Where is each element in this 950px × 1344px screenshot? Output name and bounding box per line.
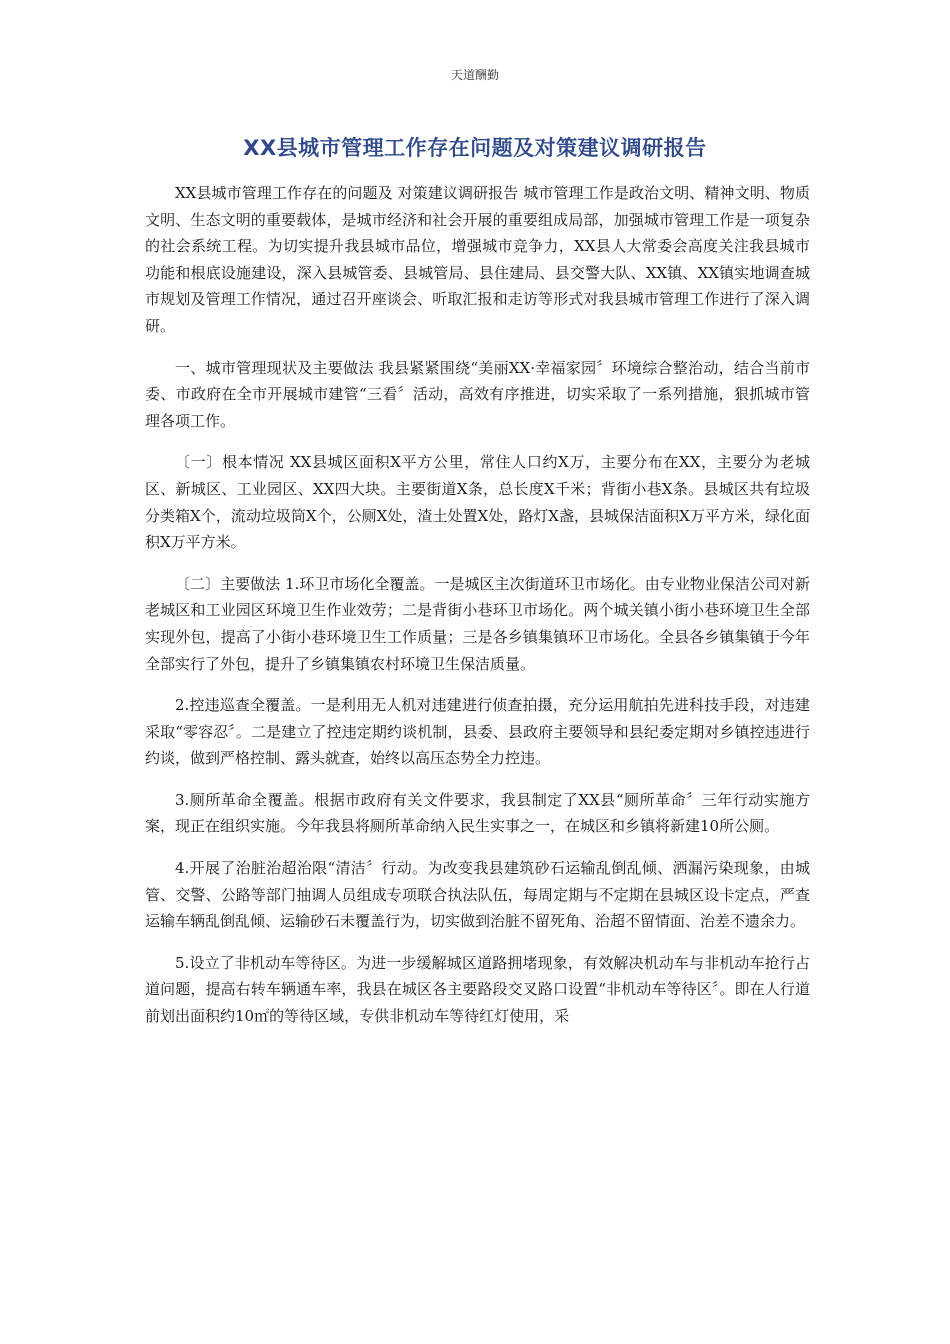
document-body (145, 180, 810, 1045)
paragraph-intro: XX县城市管理工作存在的问题及 对策建议调研报告 城市管理工作是政治文明、精神文明、物质文明、生态文明的重要载体，是城市经济和社会开展的重要组成局部，加强城市管理工作是一项复杂的社会系统工程。为切实提升我县城市品位，增强城市竞争力，XX县人大常委会高度关注我县城市功能和根底设施建设，深入县城管委、县城管局、县住建局、县交警大队、XX镇、XX镇实地调查城市规划及管理工作情况，通过召开座谈会、听取汇报和走访等形式对我县城市管理工作进行了深入调研。 (145, 184, 810, 335)
paragraph-item-5: 5.设立了非机动车等待区。为进一步缓解城区道路拥堵现象，有效解决机动车与非机动车抢行占道问题，提高右转车辆通车率，我县在城区各主要路段交叉路口设置“非机动车等待区〞。即在人行道前划出面积约10㎡的等待区域，专供非机动车等待红灯使用，采 (145, 953, 810, 1026)
document-title: XX县城市管理工作存在问题及对策建议调研报告 (243, 136, 707, 160)
paragraph-basic-situation: 〔一〕根本情况 XX县城区面积X平方公里，常住人口约X万，主要分布在XX，主要分为老城区、新城区、工业园区、XX四大块。主要街道X条，总长度X千米；背街小巷X条。县城区共有垃圾分类箱X个，流动垃圾筒X个，公厕X处，渣土处置X处，路灯X盏，县城保洁面积X万平方米，绿化面积X万平方米。 (145, 453, 810, 552)
paragraph-section-1: 一、城市管理现状及主要做法 我县紧紧围绕“美丽XX·幸福家园〞环境综合整治动，结合当前市委、市政府在全市开展城市建管“三看〞活动，高效有序推进，切实采取了一系列措施，狠抓城市管理各项工作。 (145, 358, 810, 430)
page-header: 天道酬勤 (450, 68, 499, 82)
paragraph-item-4: 4.开展了治脏治超治限“清洁〞行动。为改变我县建筑砂石运输乱倒乱倾、洒漏污染现象，由城管、交警、公路等部门抽调人员组成专项联合执法队伍，每周定期与不定期在县城区设卡定点，严查运输车辆乱倒乱倾、运输砂石未覆盖行为，切实做到治脏不留死角、治超不留情面、治差不遗余力。 (145, 859, 810, 931)
paragraph-main-practices: 〔二〕主要做法 1.环卫市场化全覆盖。一是城区主次街道环卫市场化。由专业物业保洁公司对新老城区和工业园区环境卫生作业效劳；二是背街小巷环卫市场化。两个城关镇小街小巷环境卫生全部实现外包，提高了小街小巷环境卫生工作质量；三是各乡镇集镇环卫市场化。全县各乡镇集镇于今年全部实行了外包，提升了乡镇集镇农村环境卫生保洁质量。 (145, 574, 810, 673)
paragraph-item-3: 3.厕所革命全覆盖。根据市政府有关文件要求，我县制定了XX县“厕所革命〞三年行动实施方案，现正在组织实施。今年我县将厕所革命纳入民生实事之一，在城区和乡镇将新建10所公厕。 (145, 790, 810, 836)
paragraph-item-2: 2.控违巡查全覆盖。一是利用无人机对违建进行侦查拍摄，充分运用航拍先进科技手段，对违建采取“零容忍〞。二是建立了控违定期约谈机制，县委、县政府主要领导和县纪委定期对乡镇控违进行约谈，做到严格控制、露头就查，始终以高压态势全力控违。 (145, 696, 810, 768)
